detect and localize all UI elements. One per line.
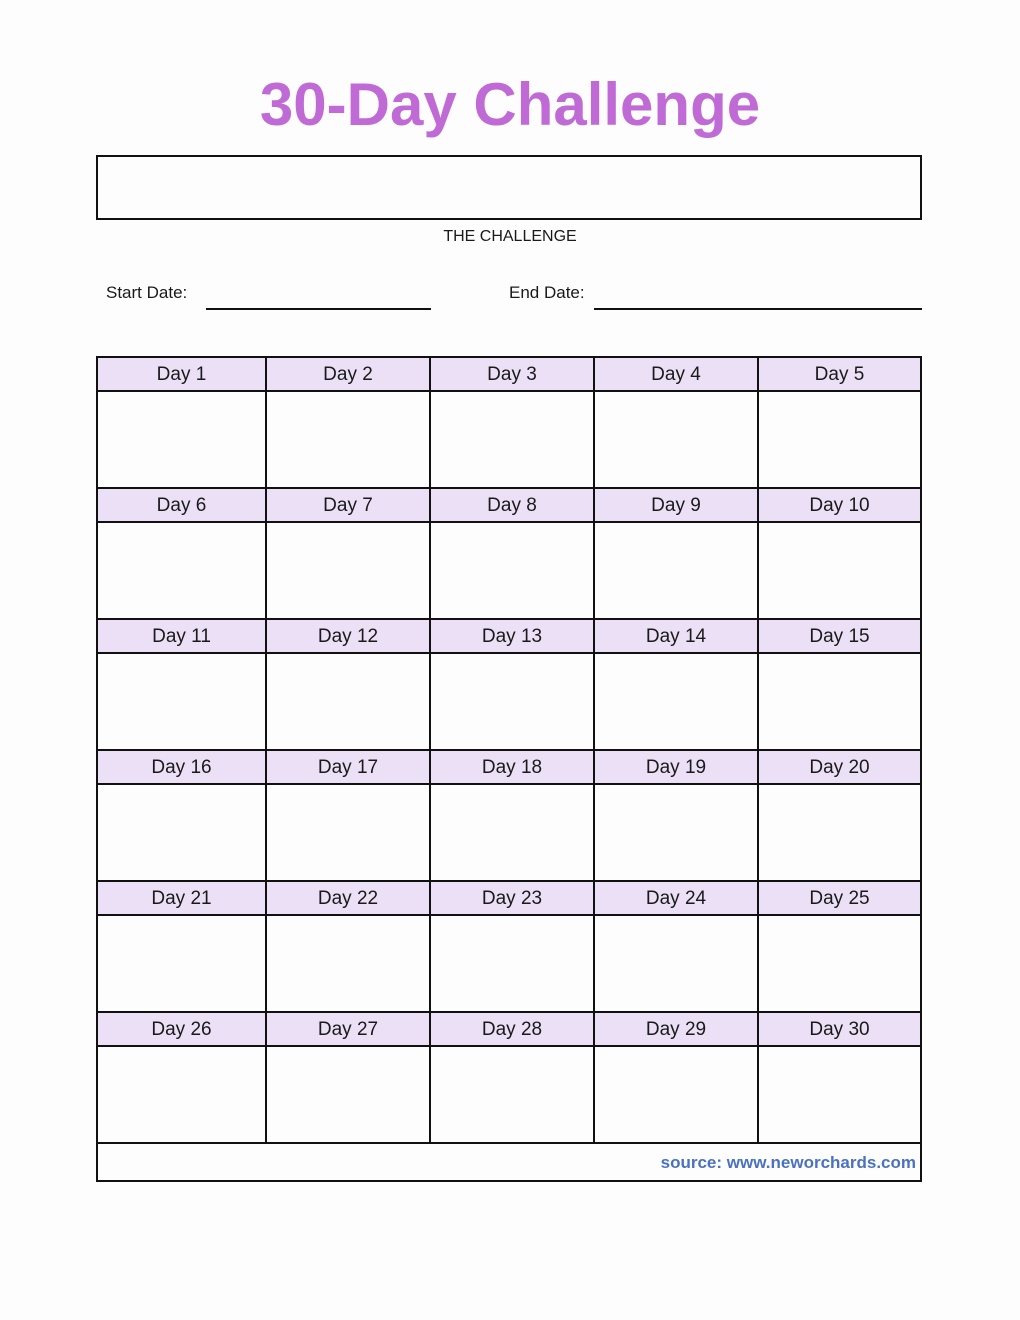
day-cell[interactable]: [595, 785, 759, 880]
day-cell[interactable]: [431, 1047, 595, 1142]
day-cell[interactable]: [267, 523, 431, 618]
day-cell[interactable]: [759, 523, 920, 618]
day-header-row: [98, 751, 920, 785]
day-header: Day 22: [267, 882, 431, 914]
day-header-row: [98, 358, 920, 392]
page-title: 30-Day Challenge: [259, 71, 761, 138]
day-header: Day 7: [267, 489, 431, 521]
day-header: Day 14: [595, 620, 759, 652]
day-cell[interactable]: [431, 785, 595, 880]
day-cell[interactable]: [267, 1047, 431, 1142]
day-header: Day 19: [595, 751, 759, 783]
day-header: Day 12: [267, 620, 431, 652]
day-cell[interactable]: [595, 523, 759, 618]
day-header: Day 3: [431, 358, 595, 390]
day-header: Day 21: [98, 882, 267, 914]
day-cell-row: [98, 916, 920, 1013]
day-header: Day 15: [809, 626, 870, 647]
day-cell[interactable]: [98, 654, 267, 749]
day-cell-row: [98, 785, 920, 882]
day-cell[interactable]: [98, 785, 267, 880]
day-header: Day 27: [267, 1013, 431, 1045]
day-header-row: [98, 1013, 920, 1047]
day-cell[interactable]: [267, 654, 431, 749]
day-header: Day 25: [809, 888, 870, 909]
day-cell[interactable]: [595, 916, 759, 1011]
day-cell[interactable]: [431, 654, 595, 749]
day-header: Day 16: [98, 751, 267, 783]
day-header-row: [98, 882, 920, 916]
day-header: Day 24: [595, 882, 759, 914]
day-header: Day 26: [98, 1013, 267, 1045]
day-cell[interactable]: [759, 785, 920, 880]
day-header: Day 1: [98, 358, 267, 390]
day-header: Day 11: [98, 620, 267, 652]
day-cell[interactable]: [431, 523, 595, 618]
day-cell[interactable]: [595, 654, 759, 749]
day-header: Day 2: [267, 358, 431, 390]
day-header-row: [98, 620, 920, 654]
day-cell[interactable]: [759, 1047, 920, 1142]
day-cell[interactable]: [759, 392, 920, 487]
day-cell[interactable]: [267, 916, 431, 1011]
day-cell[interactable]: [98, 1047, 267, 1142]
day-header: Day 17: [267, 751, 431, 783]
day-cell[interactable]: [759, 916, 920, 1011]
day-cell[interactable]: [98, 916, 267, 1011]
day-header: Day 18: [431, 751, 595, 783]
day-header: Day 23: [431, 882, 595, 914]
day-cell[interactable]: [98, 392, 267, 487]
day-header: Day 9: [595, 489, 759, 521]
day-cell[interactable]: [595, 392, 759, 487]
challenge-grid: [96, 356, 922, 1182]
day-header-row: [98, 489, 920, 523]
day-cell[interactable]: [759, 654, 920, 749]
day-header: Day 8: [431, 489, 595, 521]
end-date-field[interactable]: [594, 308, 922, 310]
day-header: Day 30: [809, 1019, 870, 1040]
day-header: Day 13: [431, 620, 595, 652]
end-date-label: End Date:: [509, 283, 585, 302]
source-link[interactable]: source: www.neworchards.com: [98, 1144, 920, 1182]
day-cell[interactable]: [595, 1047, 759, 1142]
day-cell-row: [98, 1047, 920, 1144]
start-date-label: Start Date:: [106, 283, 188, 302]
challenge-label: THE CHALLENGE: [443, 228, 577, 245]
day-header: Day 29: [595, 1013, 759, 1045]
day-header: Day 10: [809, 495, 870, 516]
day-cell[interactable]: [267, 785, 431, 880]
day-header: Day 5: [814, 364, 865, 385]
day-header: Day 20: [809, 757, 870, 778]
day-header: Day 28: [431, 1013, 595, 1045]
day-cell[interactable]: [431, 916, 595, 1011]
day-cell-row: [98, 654, 920, 751]
start-date-field[interactable]: [206, 308, 431, 310]
day-cell-row: [98, 392, 920, 489]
day-cell[interactable]: [267, 392, 431, 487]
day-header: Day 6: [98, 489, 267, 521]
day-cell-row: [98, 523, 920, 620]
day-header: Day 4: [595, 358, 759, 390]
challenge-input-box[interactable]: [96, 155, 922, 220]
day-cell[interactable]: [98, 523, 267, 618]
day-cell[interactable]: [431, 392, 595, 487]
